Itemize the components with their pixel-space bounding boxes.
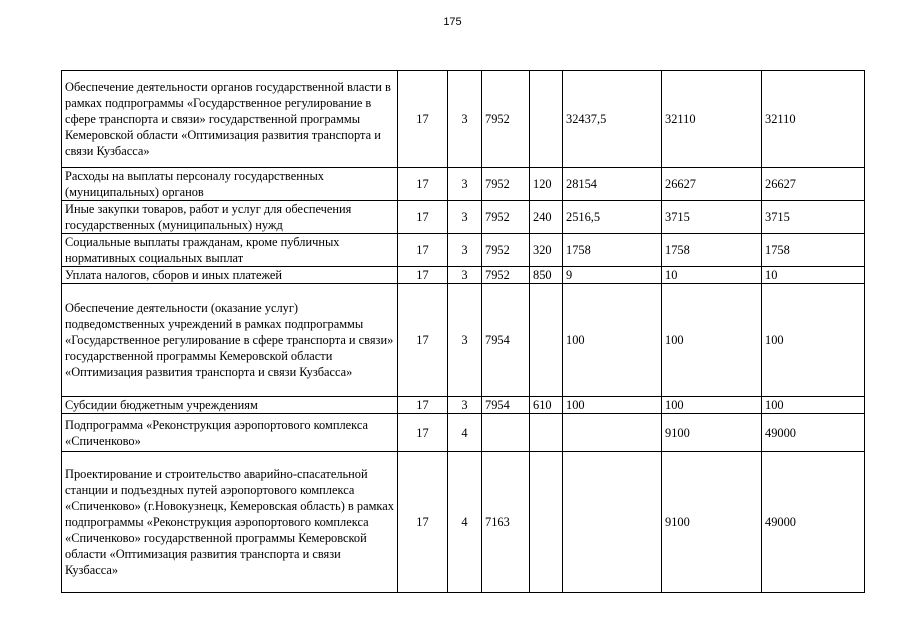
row-amount-year1: 100 (563, 284, 662, 397)
row-amount-year3: 100 (762, 397, 865, 414)
row-subsection: 3 (448, 267, 482, 284)
row-description: Подпрограмма «Реконструкция аэропортового комплекса «Спиченково» (62, 414, 398, 452)
budget-table-body (62, 71, 865, 593)
row-amount-year1 (563, 452, 662, 593)
row-target-article: 7952 (482, 168, 530, 201)
row-expense-type (530, 71, 563, 168)
row-target-article: 7952 (482, 267, 530, 284)
row-amount-year3: 26627 (762, 168, 865, 201)
row-subsection: 4 (448, 452, 482, 593)
row-amount-year1: 100 (563, 397, 662, 414)
row-amount-year2: 32110 (662, 71, 762, 168)
row-description: Субсидии бюджетным учреждениям (62, 397, 398, 414)
row-description: Уплата налогов, сборов и иных платежей (62, 267, 398, 284)
row-section: 17 (398, 71, 448, 168)
row-expense-type: 610 (530, 397, 563, 414)
row-description: Социальные выплаты гражданам, кроме публичных нормативных социальных выплат (62, 234, 398, 267)
budget-table (61, 70, 865, 593)
row-amount-year2: 26627 (662, 168, 762, 201)
row-section: 17 (398, 168, 448, 201)
row-amount-year1: 9 (563, 267, 662, 284)
row-expense-type (530, 414, 563, 452)
row-section: 17 (398, 284, 448, 397)
row-amount-year1: 32437,5 (563, 71, 662, 168)
row-target-article: 7954 (482, 284, 530, 397)
row-subsection: 3 (448, 397, 482, 414)
row-amount-year3: 10 (762, 267, 865, 284)
table-row (62, 168, 865, 201)
row-expense-type (530, 452, 563, 593)
row-target-article: 7954 (482, 397, 530, 414)
row-amount-year3: 3715 (762, 201, 865, 234)
row-expense-type: 240 (530, 201, 563, 234)
row-expense-type: 120 (530, 168, 563, 201)
row-target-article: 7952 (482, 234, 530, 267)
row-description: Расходы на выплаты персоналу государственных (муниципальных) органов (62, 168, 398, 201)
row-amount-year1 (563, 414, 662, 452)
row-section: 17 (398, 201, 448, 234)
table-row (62, 284, 865, 397)
table-row (62, 452, 865, 593)
row-target-article: 7952 (482, 201, 530, 234)
row-amount-year1: 2516,5 (563, 201, 662, 234)
row-subsection: 3 (448, 71, 482, 168)
row-amount-year1: 28154 (563, 168, 662, 201)
row-section: 17 (398, 267, 448, 284)
table-row (62, 71, 865, 168)
row-target-article: 7163 (482, 452, 530, 593)
table-row (62, 397, 865, 414)
row-target-article (482, 414, 530, 452)
row-section: 17 (398, 397, 448, 414)
row-subsection: 3 (448, 168, 482, 201)
row-expense-type: 850 (530, 267, 563, 284)
row-amount-year3: 32110 (762, 71, 865, 168)
row-amount-year2: 9100 (662, 414, 762, 452)
row-amount-year2: 10 (662, 267, 762, 284)
table-row (62, 234, 865, 267)
row-amount-year2: 1758 (662, 234, 762, 267)
row-amount-year1: 1758 (563, 234, 662, 267)
row-amount-year2: 100 (662, 397, 762, 414)
table-row (62, 414, 865, 452)
row-section: 17 (398, 414, 448, 452)
table-row (62, 201, 865, 234)
row-amount-year2: 3715 (662, 201, 762, 234)
row-description: Обеспечение деятельности (оказание услуг) подведомственных учреждений в рамках подпрограммы «Государственное регулирование в сфере транспорта и связи» государственной программы Кемеровской области «Оптимизация развития транспорта и связи Кузбасса» (62, 284, 398, 397)
row-amount-year3: 49000 (762, 452, 865, 593)
row-subsection: 3 (448, 284, 482, 397)
row-description: Иные закупки товаров, работ и услуг для обеспечения государственных (муниципальных) нужд (62, 201, 398, 234)
row-amount-year2: 9100 (662, 452, 762, 593)
row-expense-type (530, 284, 563, 397)
table-row (62, 267, 865, 284)
row-target-article: 7952 (482, 71, 530, 168)
row-amount-year2: 100 (662, 284, 762, 397)
row-subsection: 3 (448, 201, 482, 234)
row-subsection: 4 (448, 414, 482, 452)
row-expense-type: 320 (530, 234, 563, 267)
row-subsection: 3 (448, 234, 482, 267)
page-number: 175 (443, 16, 462, 28)
row-amount-year3: 49000 (762, 414, 865, 452)
row-description: Проектирование и строительство аварийно-спасательной станции и подъездных путей аэропортового комплекса «Спиченково» (г.Новокузнецк, Кемеровская область) в рамках подпрограммы «Реконструкция аэропортового комплекса «Спиченково» государственной программы Кемеровской области «Оптимизация развития транспорта и связи Кузбасса» (62, 452, 398, 593)
row-section: 17 (398, 452, 448, 593)
row-amount-year3: 100 (762, 284, 865, 397)
row-description: Обеспечение деятельности органов государственной власти в рамках подпрограммы «Государственное регулирование в сфере транспорта и связи» государственной программы Кемеровской области «Оптимизация развития транспорта и связи Кузбасса» (62, 71, 398, 168)
row-section: 17 (398, 234, 448, 267)
row-amount-year3: 1758 (762, 234, 865, 267)
